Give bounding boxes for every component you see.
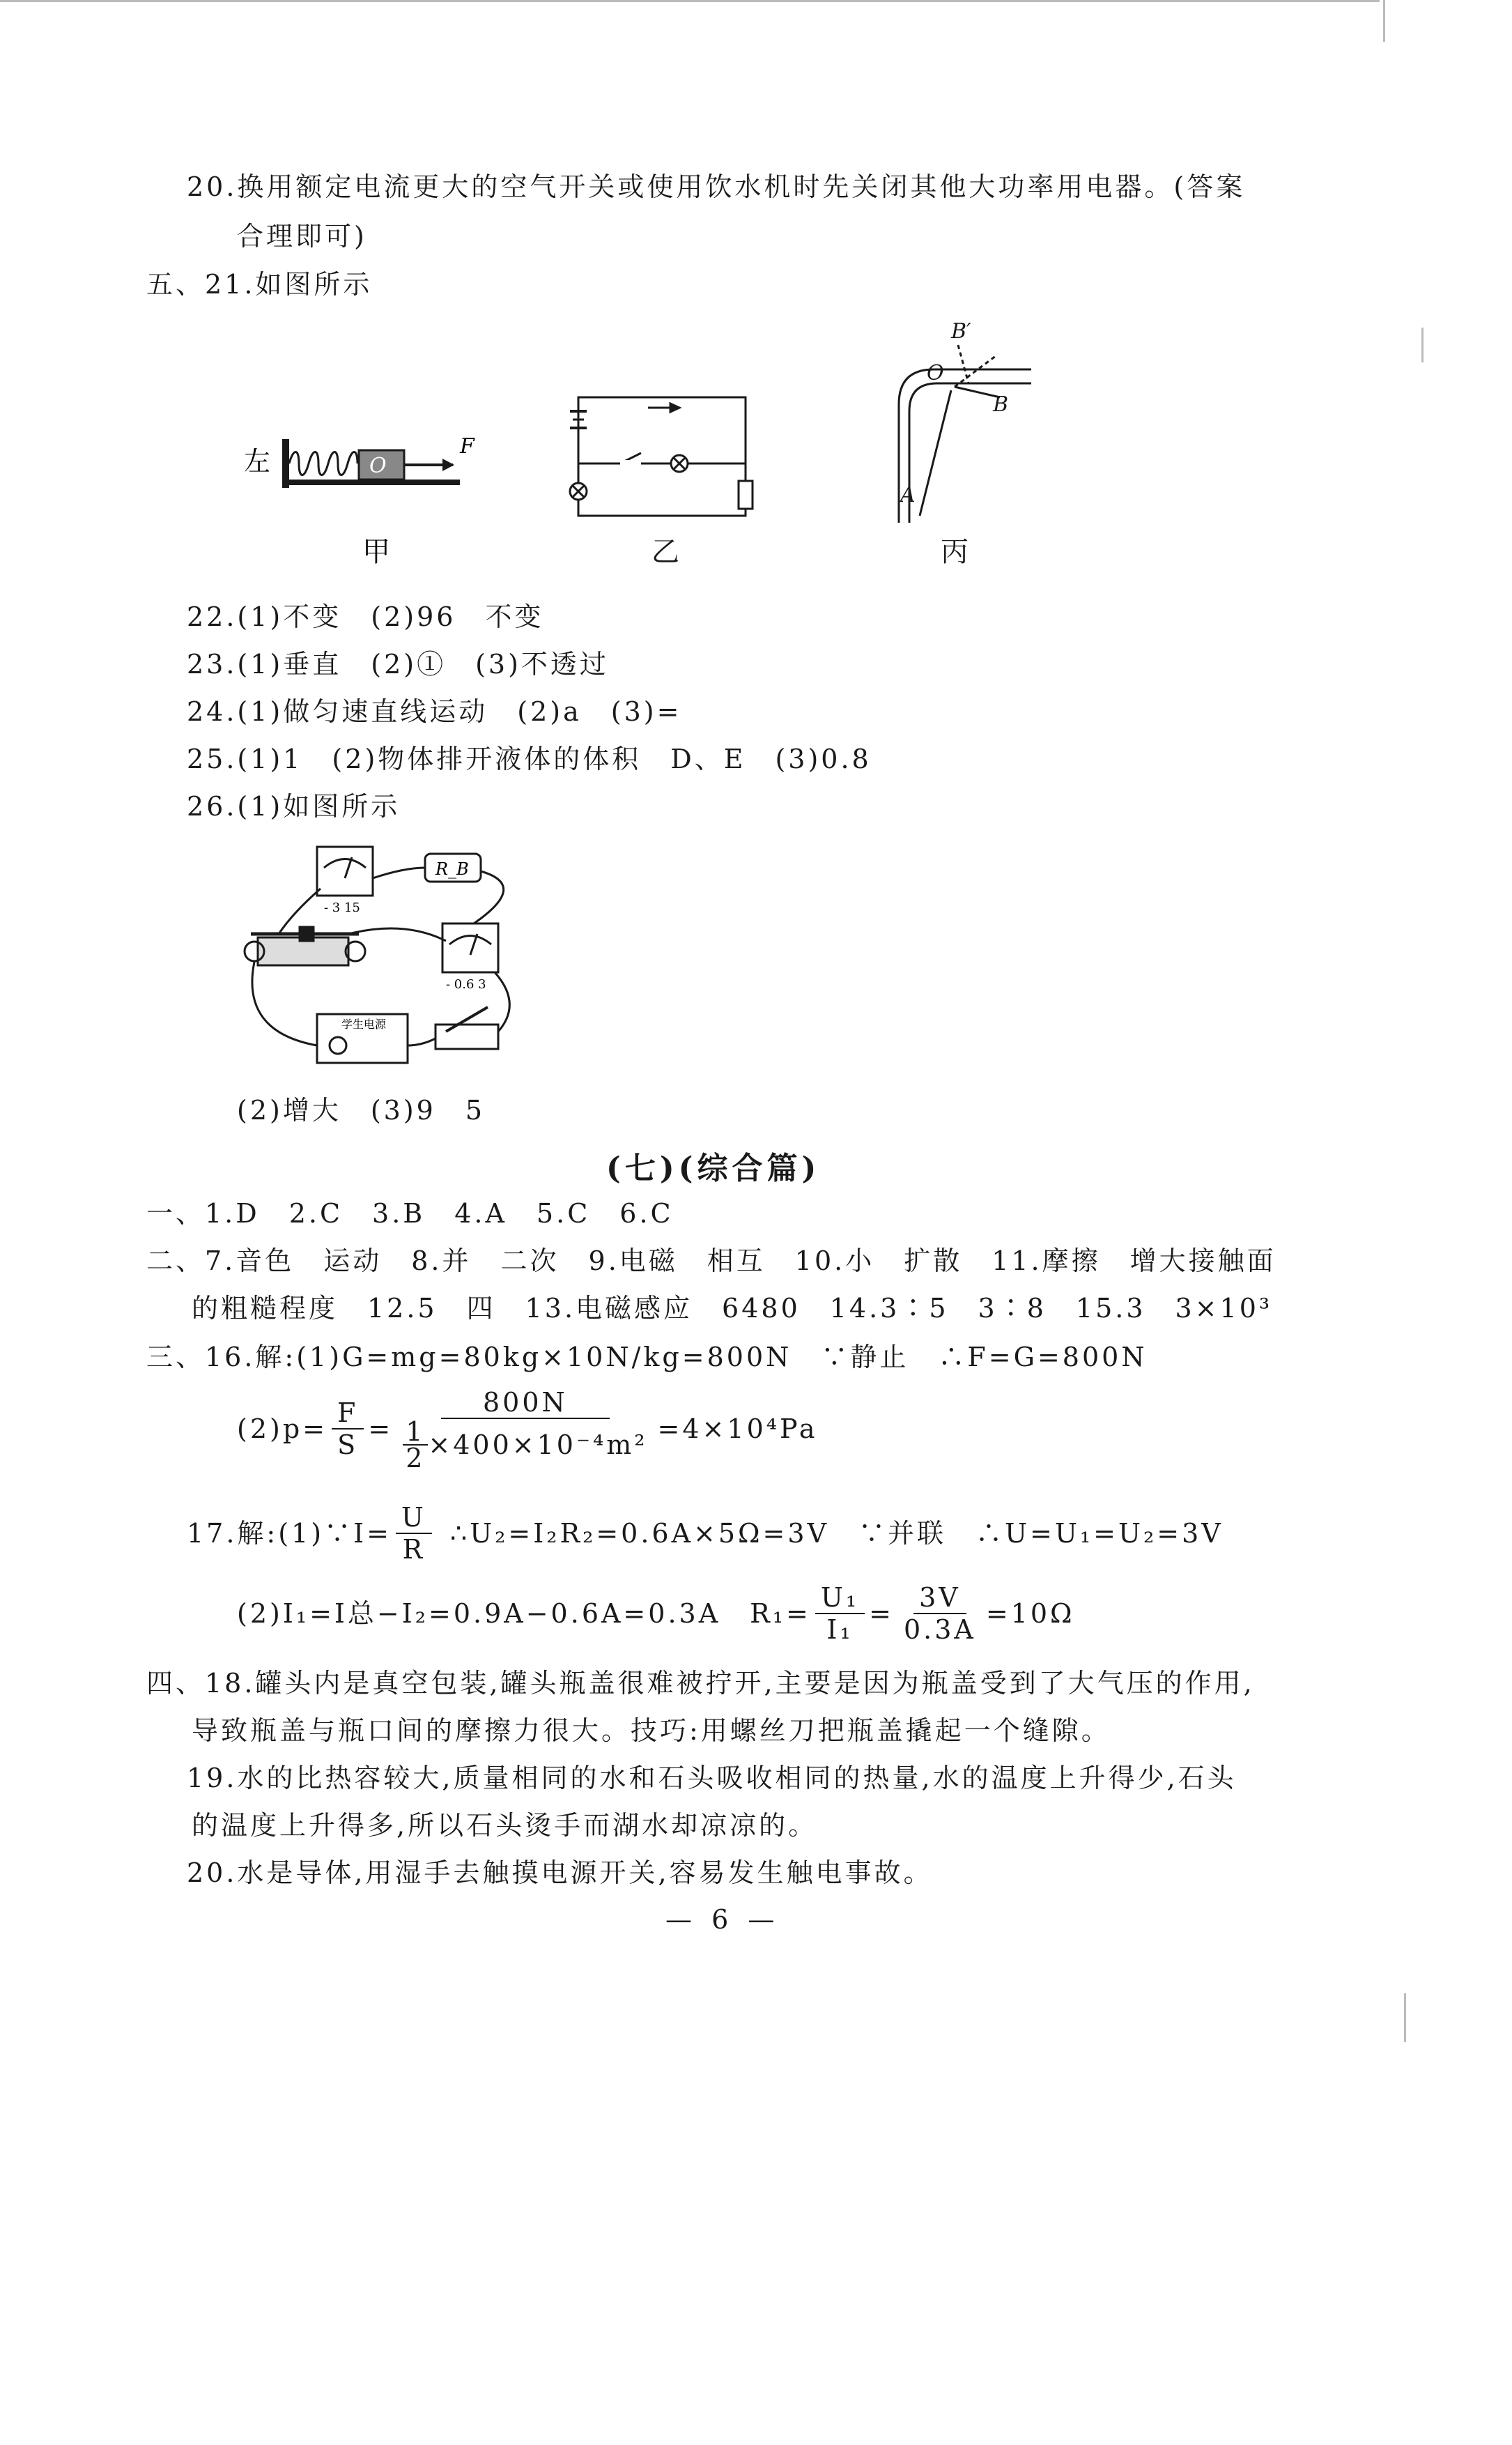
- wire-5: [408, 1038, 435, 1045]
- jia-caption: 甲: [362, 536, 390, 568]
- q16-half: [403, 1416, 428, 1473]
- section-7-title: (七)(综合篇): [606, 1151, 821, 1186]
- part4-q20: 20.水是导体,用湿手去触摸电源开关,容易发生触电事故。: [187, 1857, 933, 1888]
- wire-4: [252, 962, 317, 1045]
- voltmeter-scale: - 3 15: [324, 900, 360, 915]
- answer-23: 23.(1)垂直 (2)① (3)不透过: [187, 649, 609, 680]
- yi-circuit-frame: [578, 397, 746, 516]
- answer-26: 26.(1)如图所示: [187, 791, 401, 822]
- q16-half-num: 1: [403, 1419, 428, 1446]
- jia-left-label: 左: [244, 446, 271, 477]
- part3-q16-line1: 三、16.解:(1)G=mg=80kg×10N/kg=800N ∵静止 ∴F=G=800N: [146, 1342, 1148, 1372]
- q17-frac-ur: [396, 1502, 432, 1565]
- part3-q16-line2: [237, 1387, 818, 1471]
- q16-frac-fs-den: S: [337, 1430, 359, 1460]
- jia-arrow-head: [442, 459, 454, 471]
- yi-caption: 乙: [651, 536, 679, 568]
- q17-frac-values-num: 3V: [913, 1582, 966, 1614]
- q16-frac-main-num: 800N: [441, 1387, 610, 1419]
- bing-dashed-ray: [955, 355, 996, 387]
- q17-frac-values: [898, 1582, 982, 1645]
- q16-half-den: 2: [406, 1443, 426, 1473]
- wire-7: [348, 928, 446, 941]
- rheostat-slider: [300, 927, 314, 941]
- bing-surface-outer: [899, 369, 1031, 523]
- q16-frac-fs: [332, 1397, 364, 1460]
- switch-base: [435, 1025, 498, 1049]
- right-edge-mark: [1383, 0, 1385, 42]
- answer-26-part2: (2)增大 (3)9 5: [237, 1095, 486, 1126]
- top-edge-line: [0, 0, 1380, 2]
- q17-2-result: =10Ω: [985, 1598, 1075, 1629]
- q17-prefix: 17.解:(1)∵I=: [187, 1518, 392, 1549]
- bing-caption: 丙: [941, 536, 969, 568]
- q16-frac-main-den: [397, 1416, 653, 1473]
- part2-answers-line2: 的粗糙程度 12.5 四 13.电磁感应 6480 14.3∶5 3∶8 15.3 3×10³: [192, 1293, 1273, 1324]
- figure-26-circuit: [237, 836, 543, 1080]
- jia-F-label: F: [460, 434, 475, 459]
- q16-p-prefix: (2)p=: [237, 1413, 327, 1444]
- q16-result: =4×10⁴Pa: [657, 1413, 818, 1444]
- figure-bing: [898, 319, 1031, 568]
- q17-frac-ui-den: I₁: [826, 1614, 854, 1645]
- answer-20-line1: 20.换用额定电流更大的空气开关或使用饮水机时先关闭其他大功率用电器。(答案: [187, 171, 1246, 202]
- right-edge-mark-3: [1404, 1993, 1406, 2042]
- figure-yi: [570, 397, 753, 568]
- answer-24: 24.(1)做匀速直线运动 (2)a (3)=: [187, 696, 682, 727]
- right-edge-mark-2: [1421, 328, 1424, 362]
- q17-frac-ur-num: U: [396, 1502, 432, 1534]
- bing-A-label: A: [900, 483, 916, 507]
- part3-q17-line1: [187, 1502, 1224, 1565]
- jia-spring: [289, 452, 357, 475]
- q17-frac-ui: [815, 1582, 865, 1645]
- q16-equals: =: [368, 1413, 394, 1444]
- q17-rest: ∴U₂=I₂R₂=0.6A×5Ω=3V ∵并联 ∴U=U₁=U₂=3V: [449, 1518, 1224, 1549]
- q16-frac-fs-num: F: [332, 1397, 364, 1430]
- answer-20-line2: 合理即可): [237, 221, 367, 252]
- answer-22: 22.(1)不变 (2)96 不变: [187, 601, 544, 632]
- yi-current-arrow-head: [670, 404, 679, 412]
- bing-dashed-B-prime: [958, 345, 969, 383]
- power-label: 学生电源: [341, 1018, 387, 1031]
- yi-switch-gap: [620, 460, 641, 467]
- bing-surface-inner: [909, 383, 1031, 523]
- jia-O-label: O: [369, 454, 387, 478]
- part3-q17-line2: [237, 1582, 1075, 1645]
- bing-O-label: O: [927, 361, 944, 385]
- q16-den-rest: ×400×10⁻⁴m²: [428, 1430, 648, 1460]
- bing-B-prime-label: B′: [951, 319, 971, 344]
- yi-resistor-right: [739, 481, 753, 509]
- figure-jia: [244, 434, 475, 568]
- q17-2-equals: =: [869, 1598, 894, 1629]
- q17-frac-values-den: 0.3A: [903, 1614, 976, 1645]
- answer-21: 五、21.如图所示: [146, 269, 373, 300]
- part4-q18-line2: 导致瓶盖与瓶口间的摩擦力很大。技巧:用螺丝刀把瓶盖撬起一个缝隙。: [192, 1715, 1111, 1746]
- part2-answers-line1: 二、7.音色 运动 8.并 二次 9.电磁 相互 10.小 扩散 11.摩擦 增大接触面: [146, 1246, 1276, 1276]
- bing-line-A: [920, 390, 951, 516]
- part1-answers: 一、1.D 2.C 3.B 4.A 5.C 6.C: [146, 1198, 674, 1229]
- part4-q18-line1: 四、18.罐头内是真空包装,罐头瓶盖很难被拧开,主要是因为瓶盖受到了大气压的作用,: [146, 1668, 1255, 1699]
- wire-6: [495, 972, 509, 1032]
- page-number: — 6 —: [665, 1904, 780, 1935]
- bing-B-label: B: [993, 392, 1009, 417]
- q16-frac-main: [397, 1387, 653, 1471]
- answer-25: 25.(1)1 (2)物体排开液体的体积 D、E (3)0.8: [187, 744, 872, 774]
- q17-frac-ui-num: U₁: [815, 1582, 865, 1614]
- ammeter: [442, 923, 498, 972]
- part4-q19-line2: 的温度上升得多,所以石头烫手而湖水却凉凉的。: [192, 1810, 818, 1841]
- wire-1: [373, 868, 425, 878]
- q17-2-prefix: (2)I₁=I总−I₂=0.9A−0.6A=0.3A R₁=: [237, 1598, 811, 1629]
- circuit-rb-label: R_B: [435, 859, 469, 879]
- q17-frac-ur-den: R: [402, 1534, 426, 1565]
- figure-21-diagrams: [230, 314, 1066, 578]
- voltmeter: [317, 847, 373, 896]
- ammeter-scale: - 0.6 3: [446, 977, 486, 992]
- part4-q19-line1: 19.水的比热容较大,质量相同的水和石头吸收相同的热量,水的温度上升得少,石头: [187, 1763, 1237, 1793]
